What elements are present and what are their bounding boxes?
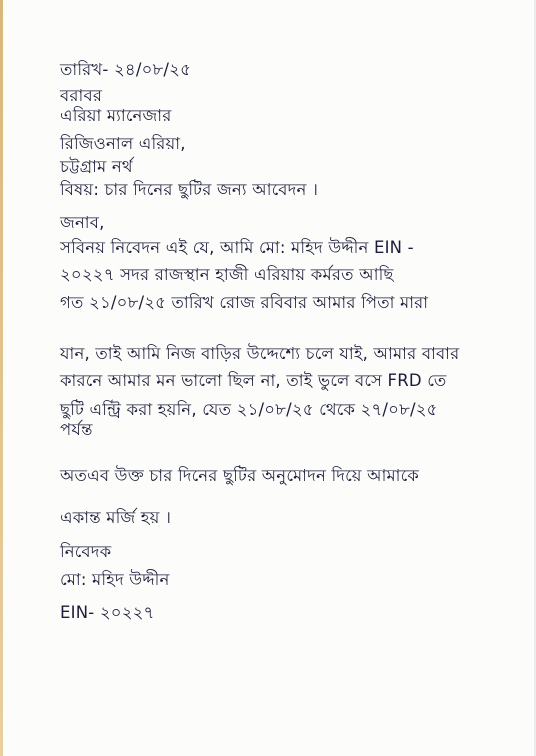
signature-ein: EIN- ২০২২৭ — [60, 603, 155, 622]
recipient-officer: এরিয়া ম্যানেজার — [60, 106, 172, 125]
letter-subject: বিষয়: চার দিনের ছুটির জন্য আবেদন । — [60, 180, 319, 199]
body-line: অতএব উক্ত চার দিনের ছুটির অনুমোদন দিয়ে আমাকে — [60, 466, 420, 485]
body-line: ছুটি এন্ট্রি করা হয়নি, যেত ২১/০৮/২৫ থেকে ২৭/০৮/২৫ — [60, 400, 438, 419]
paper-edge-left — [0, 0, 3, 756]
recipient-to: বরাবর — [60, 86, 103, 105]
signature-closing: নিবেদক — [60, 542, 112, 561]
body-line: কারনে আমার মন ভালো ছিল না, তাই ভুলে বসে FRD তে — [60, 371, 447, 390]
body-line: পর্যন্ত — [60, 420, 93, 439]
body-line: সবিনয় নিবেদন এই যে, আমি মো: মহিদ উদ্দীন EIN - — [60, 238, 414, 257]
body-line: ২০২২৭ সদর রাজস্থান হাজী এরিয়ায় কর্মরত আছি — [60, 265, 394, 284]
recipient-region: রিজিওনাল এরিয়া, — [60, 134, 186, 153]
body-line: গত ২১/০৮/২৫ তারিখ রোজ রবিবার আমার পিতা মারা — [60, 293, 429, 312]
letter-date: তারিখ- ২৪/০৮/২৫ — [60, 60, 192, 79]
letter-salutation: জনাব, — [60, 213, 105, 232]
recipient-city: চট্টগ্রাম নর্থ — [60, 157, 133, 176]
body-line: একান্ত মর্জি হয় । — [60, 508, 172, 527]
signature-name: মো: মহিদ উদ্দীন — [60, 570, 170, 589]
body-line: যান, তাই আমি নিজ বাড়ির উদ্দেশ্যে চলে যাই, আমার বাবার — [60, 344, 460, 363]
